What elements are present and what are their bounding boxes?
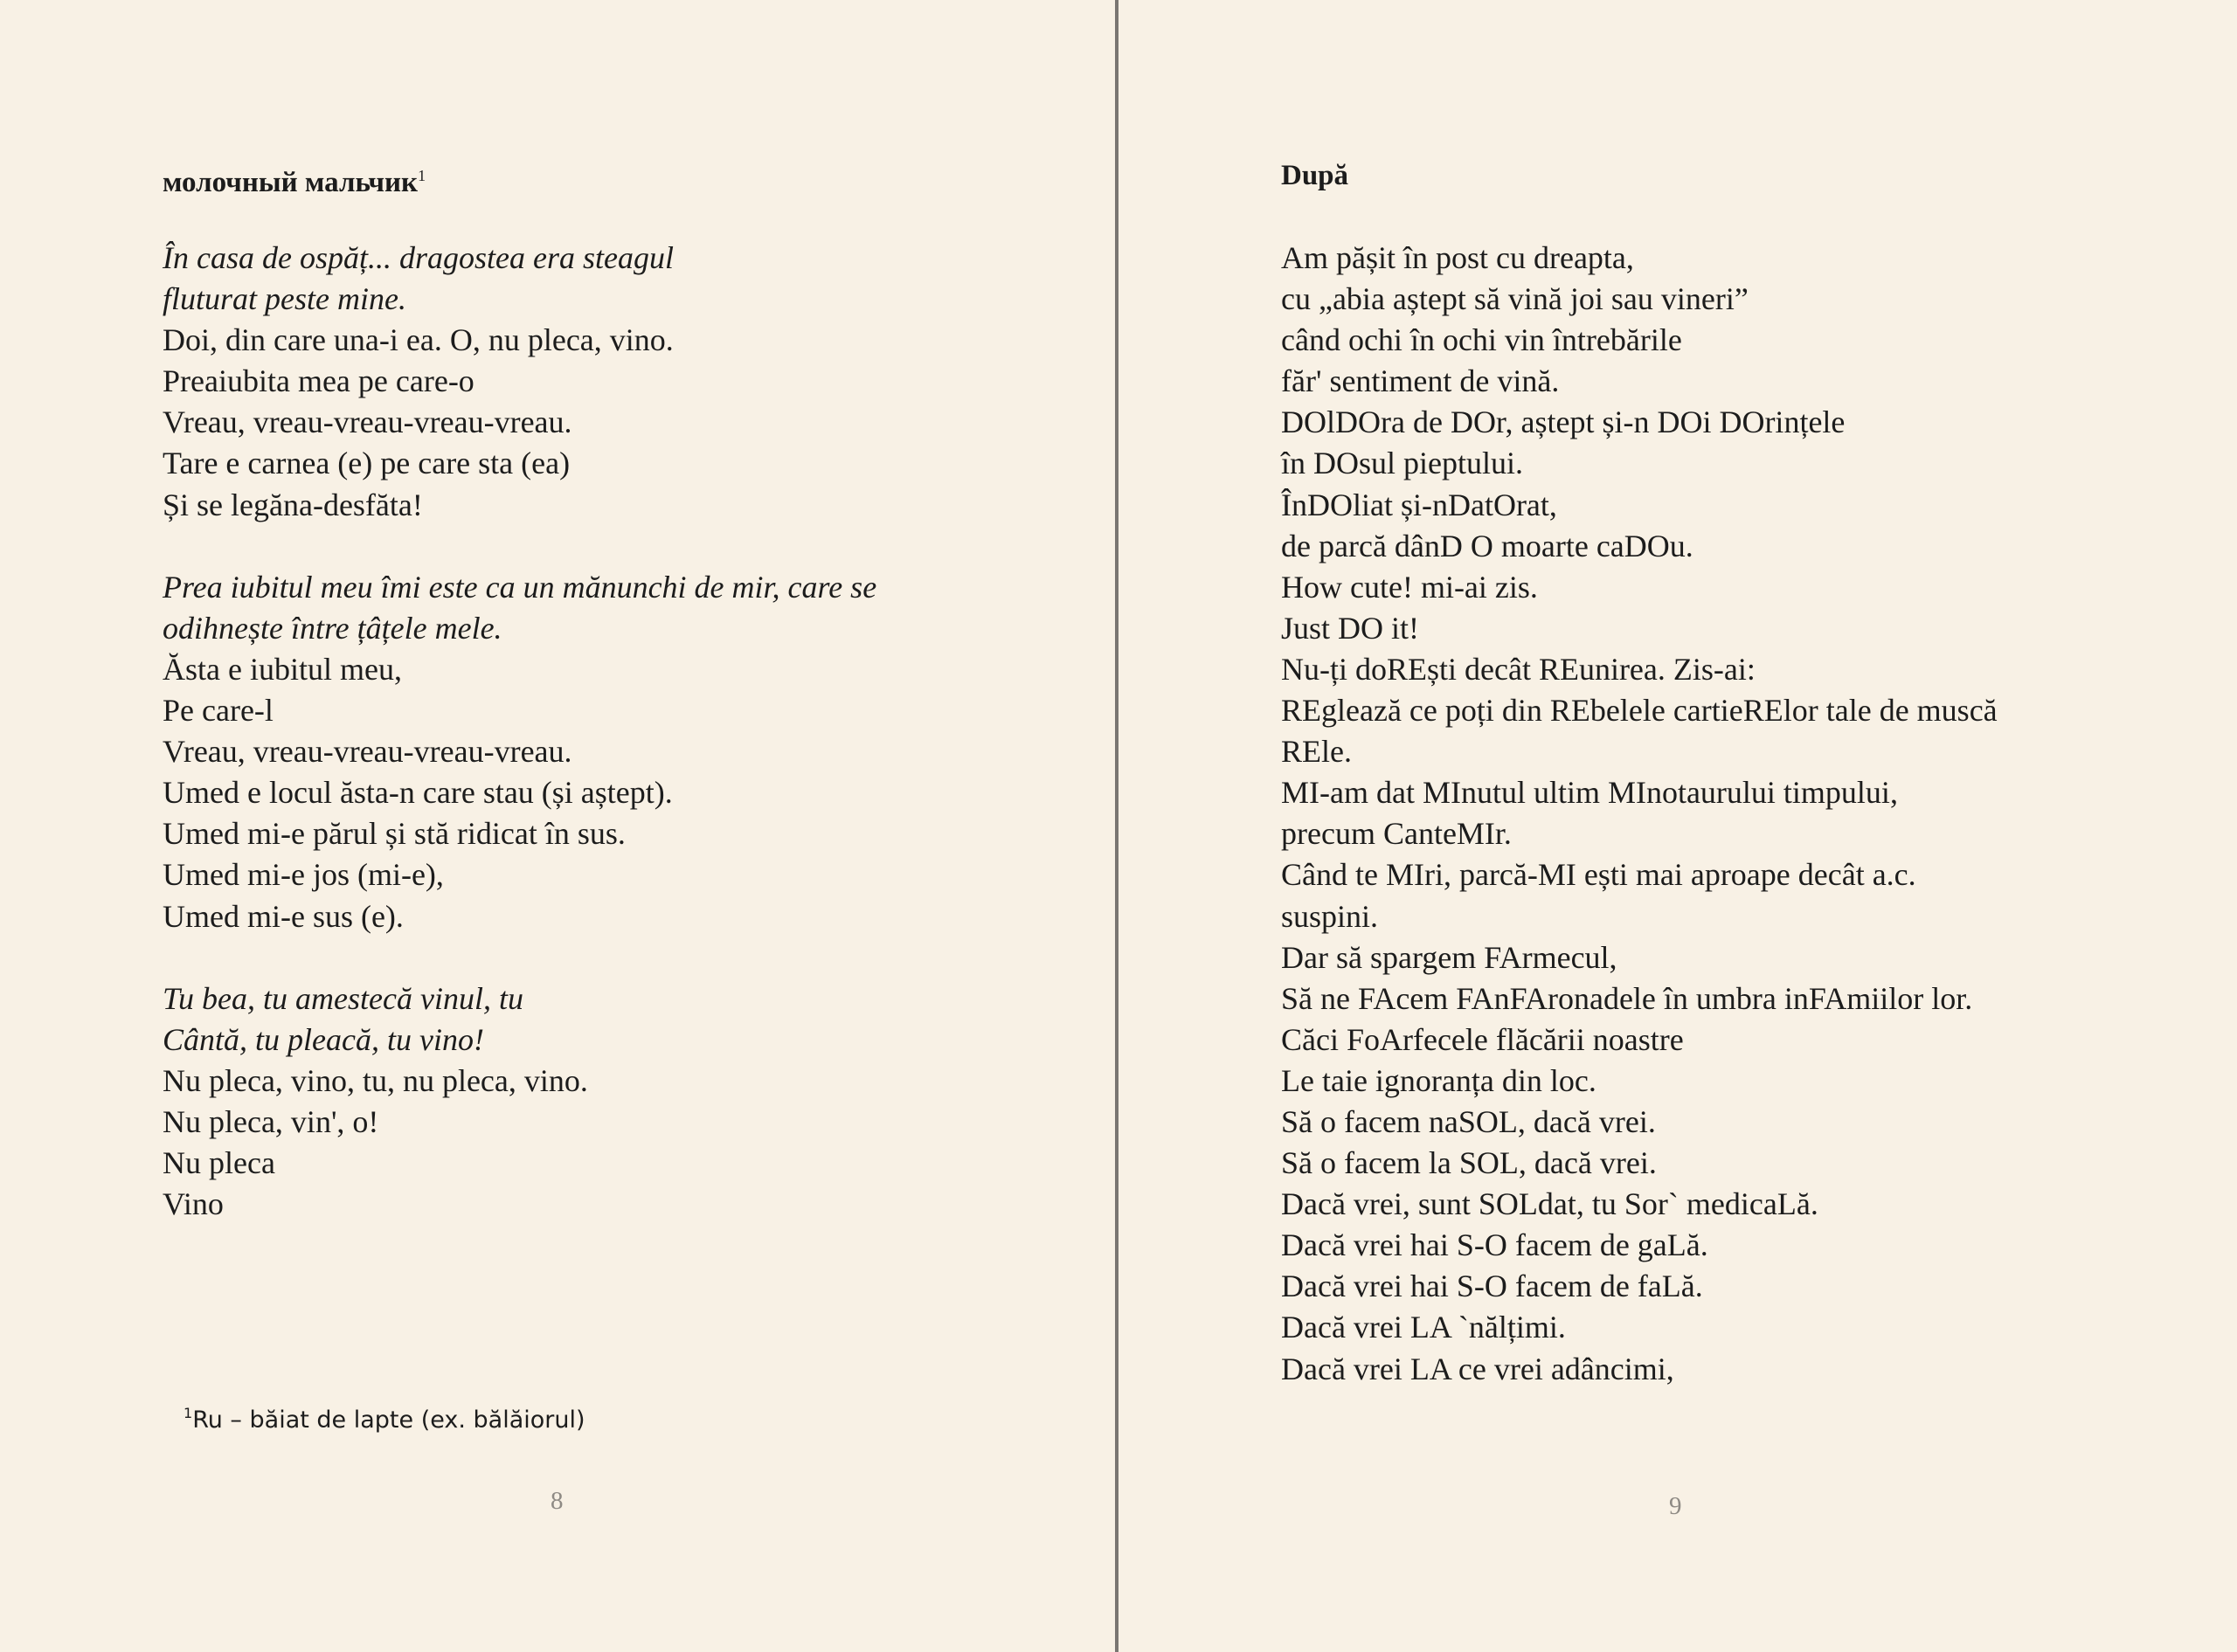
poem-line: Just DO it!: [1281, 610, 1420, 646]
footnote-reference-mark: 1: [418, 167, 426, 184]
poem-line: Preaiubita mea pe care-o: [163, 363, 474, 399]
poem-line: fluturat peste mine.: [163, 281, 406, 317]
poem-line: Și se legăna-desfăta!: [163, 487, 423, 522]
right-poem-body: [1281, 238, 2207, 1390]
poem-line: Pe care-l: [163, 693, 274, 729]
left-poem-title: [163, 156, 1071, 197]
left-page: [0, 0, 1115, 1652]
poem-line: Căci FoArfecele flăcării noastre: [1281, 1021, 1684, 1057]
poem-line: Umed mi-e jos (mi-e),: [163, 857, 444, 893]
poem-line: Dacă vrei LA ce vrei adâncimi,: [1281, 1351, 1674, 1386]
poem-line: Când te MIri, parcă-MI ești mai aproape decât a.c.: [1281, 857, 1916, 893]
poem-line: Doi, din care una-i ea. O, nu pleca, vino.: [163, 322, 674, 358]
poem-line: Le taie ignoranța din loc.: [1281, 1062, 1596, 1098]
poem-line: Vino: [163, 1186, 224, 1222]
poem-line: MI-am dat MInutul ultim MInotaurului timpului,: [1281, 775, 1898, 811]
page-number-right: 9: [1669, 1492, 1682, 1520]
footnote-mark: 1: [184, 1405, 193, 1421]
poem-line: Prea iubitul meu îmi este ca un mănunchi de mir, care se: [163, 569, 877, 605]
poem-line: DOlDOra de DOr, aștept și-n DOi DOrințele: [1281, 404, 1846, 440]
poem-line: Dacă vrei LA `nălțimi.: [1281, 1310, 1566, 1345]
footnote-text: Ru – băiat de lapte (ex. bălăiorul): [192, 1407, 585, 1434]
left-poem-title-text: молочный мальчик: [163, 167, 419, 198]
poem-line: ÎnDOliat și-nDatOrat,: [1281, 487, 1557, 522]
poem-line: How cute! mi-ai zis.: [1281, 569, 1538, 605]
poem-line: Nu pleca, vino, tu, nu pleca, vino.: [163, 1062, 588, 1098]
poem-line: REle.: [1281, 734, 1352, 770]
poem-line: Dacă vrei, sunt SOLdat, tu Sor` medicaLă.: [1281, 1186, 1818, 1222]
poem-line: Vreau, vreau-vreau-vreau-vreau.: [163, 734, 572, 770]
poem-line: În casa de ospăț... dragostea era steagul: [163, 240, 674, 275]
page-number-left: 8: [551, 1487, 564, 1515]
poem-line: făr' sentiment de vină.: [1281, 363, 1560, 399]
poem-line: Tare e carnea (e) pe care sta (ea): [163, 446, 571, 481]
stanza-break: [163, 526, 1071, 567]
right-poem-title: După: [1281, 160, 1349, 191]
poem-line: REglează ce poți din REbelele cartieRElor tale de muscă: [1281, 693, 1998, 729]
poem-line: Tu bea, tu amestecă vinul, tu: [163, 980, 523, 1016]
left-poem: [163, 156, 1071, 1225]
poem-line: când ochi în ochi vin întrebările: [1281, 322, 1682, 358]
poem-line: Umed e locul ăsta-n care stau (și aștept).: [163, 775, 673, 811]
poem-line: Să ne FAcem FAnFAronadele în umbra inFAmiilor lor.: [1281, 980, 1973, 1016]
poem-line: Să o facem la SOL, dacă vrei.: [1281, 1145, 1657, 1181]
left-poem-body: [163, 238, 1071, 1225]
poem-line: Să o facem naSOL, dacă vrei.: [1281, 1103, 1656, 1139]
poem-line: precum CanteMIr.: [1281, 816, 1512, 852]
poem-line: Umed mi-e părul și stă ridicat în sus.: [163, 816, 626, 852]
book-spine-divider: [1115, 0, 1118, 1652]
poem-line: Nu-ți doREști decât REunirea. Zis-ai:: [1281, 651, 1756, 687]
poem-line: odihnește între țâțele mele.: [163, 610, 502, 646]
poem-line: în DOsul pieptului.: [1281, 446, 1523, 481]
stanza-break: [163, 937, 1071, 978]
poem-line: Nu pleca, vin', o!: [163, 1103, 379, 1139]
poem-line: Vreau, vreau-vreau-vreau-vreau.: [163, 404, 572, 440]
poem-line: Ăsta e iubitul meu,: [163, 651, 402, 687]
poem-line: Dar să spargem FArmecul,: [1281, 939, 1617, 975]
poem-line: cu „abia aștept să vină joi sau vineri”: [1281, 281, 1749, 317]
poem-line: de parcă dânD O moarte caDOu.: [1281, 528, 1693, 563]
footnote: [184, 1405, 585, 1434]
poem-line: suspini.: [1281, 898, 1379, 934]
poem-line: Dacă vrei hai S-O facem de faLă.: [1281, 1268, 1703, 1304]
poem-line: Umed mi-e sus (e).: [163, 898, 404, 934]
poem-line: Cântă, tu pleacă, tu vino!: [163, 1021, 484, 1057]
poem-line: Nu pleca: [163, 1145, 275, 1181]
poem-line: Dacă vrei hai S-O facem de gaLă.: [1281, 1227, 1708, 1263]
right-page: [1122, 0, 2237, 1652]
right-poem: [1281, 156, 2207, 1390]
poem-line: Am pășit în post cu dreapta,: [1281, 240, 1634, 275]
